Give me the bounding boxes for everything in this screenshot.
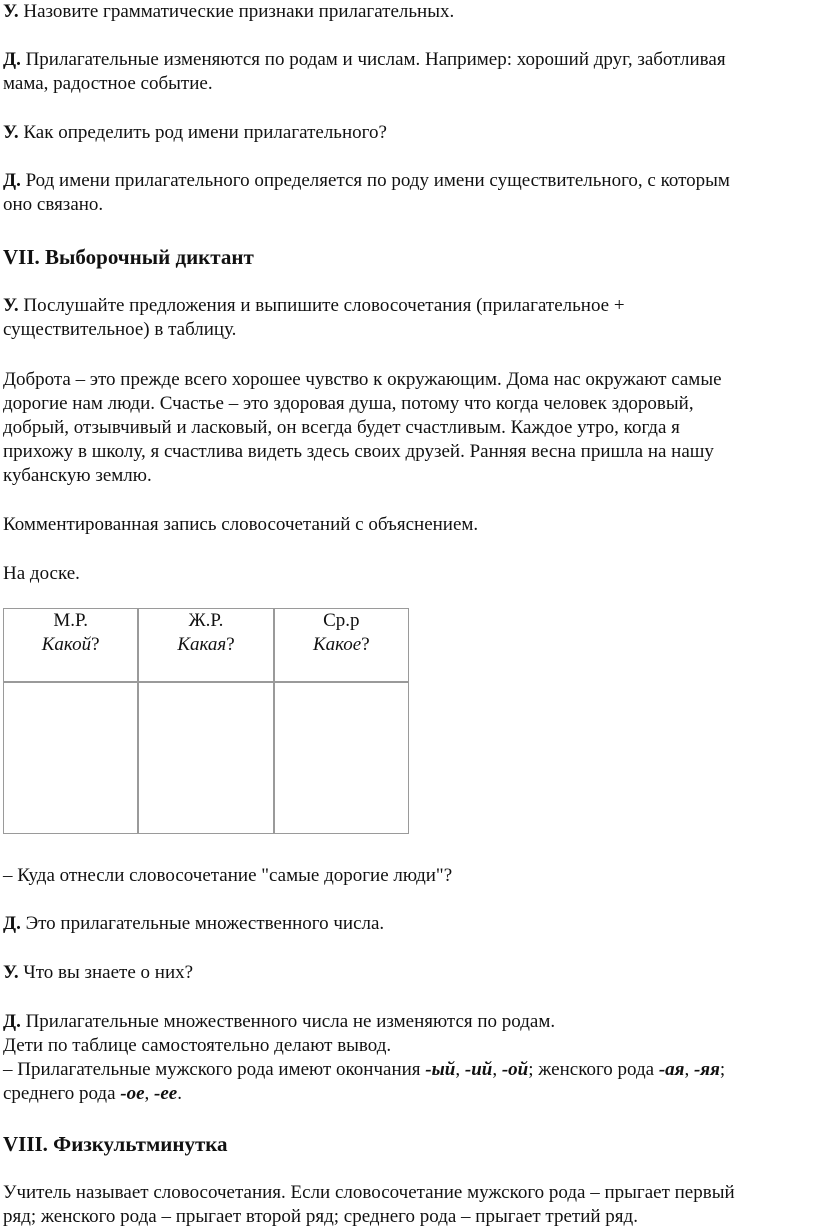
rule-text: ;	[719, 1059, 726, 1080]
teacher-instruction-cont: существительное) в таблицу.	[3, 319, 237, 340]
separator: ,	[492, 1059, 502, 1080]
table-header-neuter	[274, 608, 409, 682]
rule-text: .	[177, 1083, 182, 1104]
ending: -ое	[120, 1083, 145, 1104]
table-cell-empty	[3, 682, 138, 834]
ending: -ый	[425, 1059, 456, 1080]
ending: -яя	[693, 1059, 720, 1080]
endings-rule-cont	[3, 1082, 182, 1106]
table-cell-empty	[138, 682, 273, 834]
table-header-row	[3, 608, 409, 682]
teacher-question-4	[3, 961, 193, 985]
table-header-feminine	[138, 608, 273, 682]
column-question	[139, 633, 272, 657]
dictation-line: добрый, отзывчивый и ласковый, он всегда будет счастливым. Каждое утро, когда я	[3, 417, 680, 438]
table-cell-empty	[274, 682, 409, 834]
column-label: Ср.р	[323, 610, 360, 631]
speaker-label: У.	[3, 295, 19, 316]
child-answer-2	[3, 169, 730, 193]
column-question	[4, 633, 137, 657]
speaker-label: Д.	[3, 913, 21, 934]
utterance: Как определить род имени прилагательного?	[18, 122, 387, 143]
column-question	[275, 633, 408, 657]
board-note: На доске.	[3, 563, 80, 584]
endings-rule	[3, 1058, 725, 1082]
utterance: Это прилагательные множественного числа.	[20, 913, 385, 934]
utterance: Прилагательные изменяются по родам и числам. Например: хороший друг, заботливая	[20, 49, 726, 70]
dictation-line: кубанскую землю.	[3, 465, 152, 486]
table-header-masculine	[3, 608, 138, 682]
child-answer-2-cont: оно связано.	[3, 194, 104, 215]
utterance: Назовите грамматические признаки прилагательных.	[18, 1, 455, 22]
ending: -ая	[658, 1059, 685, 1080]
child-answer-1-cont: мама, радостное событие.	[3, 73, 213, 94]
commented-record-note: Комментированная запись словосочетаний с объяснением.	[3, 514, 479, 535]
teacher-question-3: – Куда отнесли словосочетание "самые дорогие люди"?	[3, 865, 453, 886]
rule-text: ; женского рода	[528, 1059, 659, 1080]
child-answer-4	[3, 1010, 555, 1034]
conclusion-note: Дети по таблице самостоятельно делают вывод.	[3, 1035, 392, 1056]
separator: ,	[144, 1083, 155, 1104]
exercise-line: ряд; женского рода – прыгает второй ряд; среднего рода – прыгает третий ряд.	[3, 1206, 638, 1227]
dictation-line: прихожу в школу, я счастлива видеть здесь своих друзей. Ранняя весна пришла на нашу	[3, 441, 714, 462]
dictation-line: Доброта – это прежде всего хорошее чувство к окружающим. Дома нас окружают самые	[3, 369, 722, 390]
question-mark: ?	[226, 634, 235, 655]
utterance: Прилагательные множественного числа не изменяются по родам.	[20, 1011, 556, 1032]
separator: ,	[684, 1059, 694, 1080]
separator: ,	[455, 1059, 465, 1080]
section-heading-7: VII. Выборочный диктант	[3, 245, 254, 269]
exercise-line: Учитель называет словосочетания. Если словосочетание мужского рода – прыгает первый	[3, 1182, 735, 1203]
speaker-label: Д.	[3, 1011, 21, 1032]
utterance: Что вы знаете о них?	[18, 962, 194, 983]
gender-table	[3, 608, 409, 834]
table-row	[3, 682, 409, 834]
child-answer-3	[3, 912, 384, 936]
utterance: Послушайте предложения и выпишите словосочетания (прилагательное +	[18, 295, 625, 316]
section-heading-8: VIII. Физкультминутка	[3, 1132, 228, 1156]
teacher-instruction	[3, 294, 625, 318]
ending: -ее	[154, 1083, 178, 1104]
column-label: М.Р.	[53, 610, 88, 631]
question-word: Какое	[313, 634, 362, 655]
question-word: Какая	[177, 634, 227, 655]
ending: -ий	[464, 1059, 493, 1080]
ending: -ой	[501, 1059, 529, 1080]
question-mark: ?	[361, 634, 370, 655]
speaker-label: У.	[3, 1, 19, 22]
speaker-label: У.	[3, 122, 19, 143]
teacher-question-1	[3, 0, 454, 24]
question-word: Какой	[41, 634, 92, 655]
speaker-label: Д.	[3, 49, 21, 70]
rule-text: среднего рода	[3, 1083, 121, 1104]
speaker-label: Д.	[3, 170, 21, 191]
speaker-label: У.	[3, 962, 19, 983]
dictation-line: дорогие нам люди. Счастье – это здоровая душа, потому что когда человек здоровый,	[3, 393, 694, 414]
child-answer-1	[3, 48, 726, 72]
teacher-question-2	[3, 121, 387, 145]
column-label: Ж.Р.	[188, 610, 224, 631]
rule-text: – Прилагательные мужского рода имеют окончания	[3, 1059, 426, 1080]
question-mark: ?	[91, 634, 100, 655]
utterance: Род имени прилагательного определяется по роду имени существительного, с которым	[20, 170, 730, 191]
